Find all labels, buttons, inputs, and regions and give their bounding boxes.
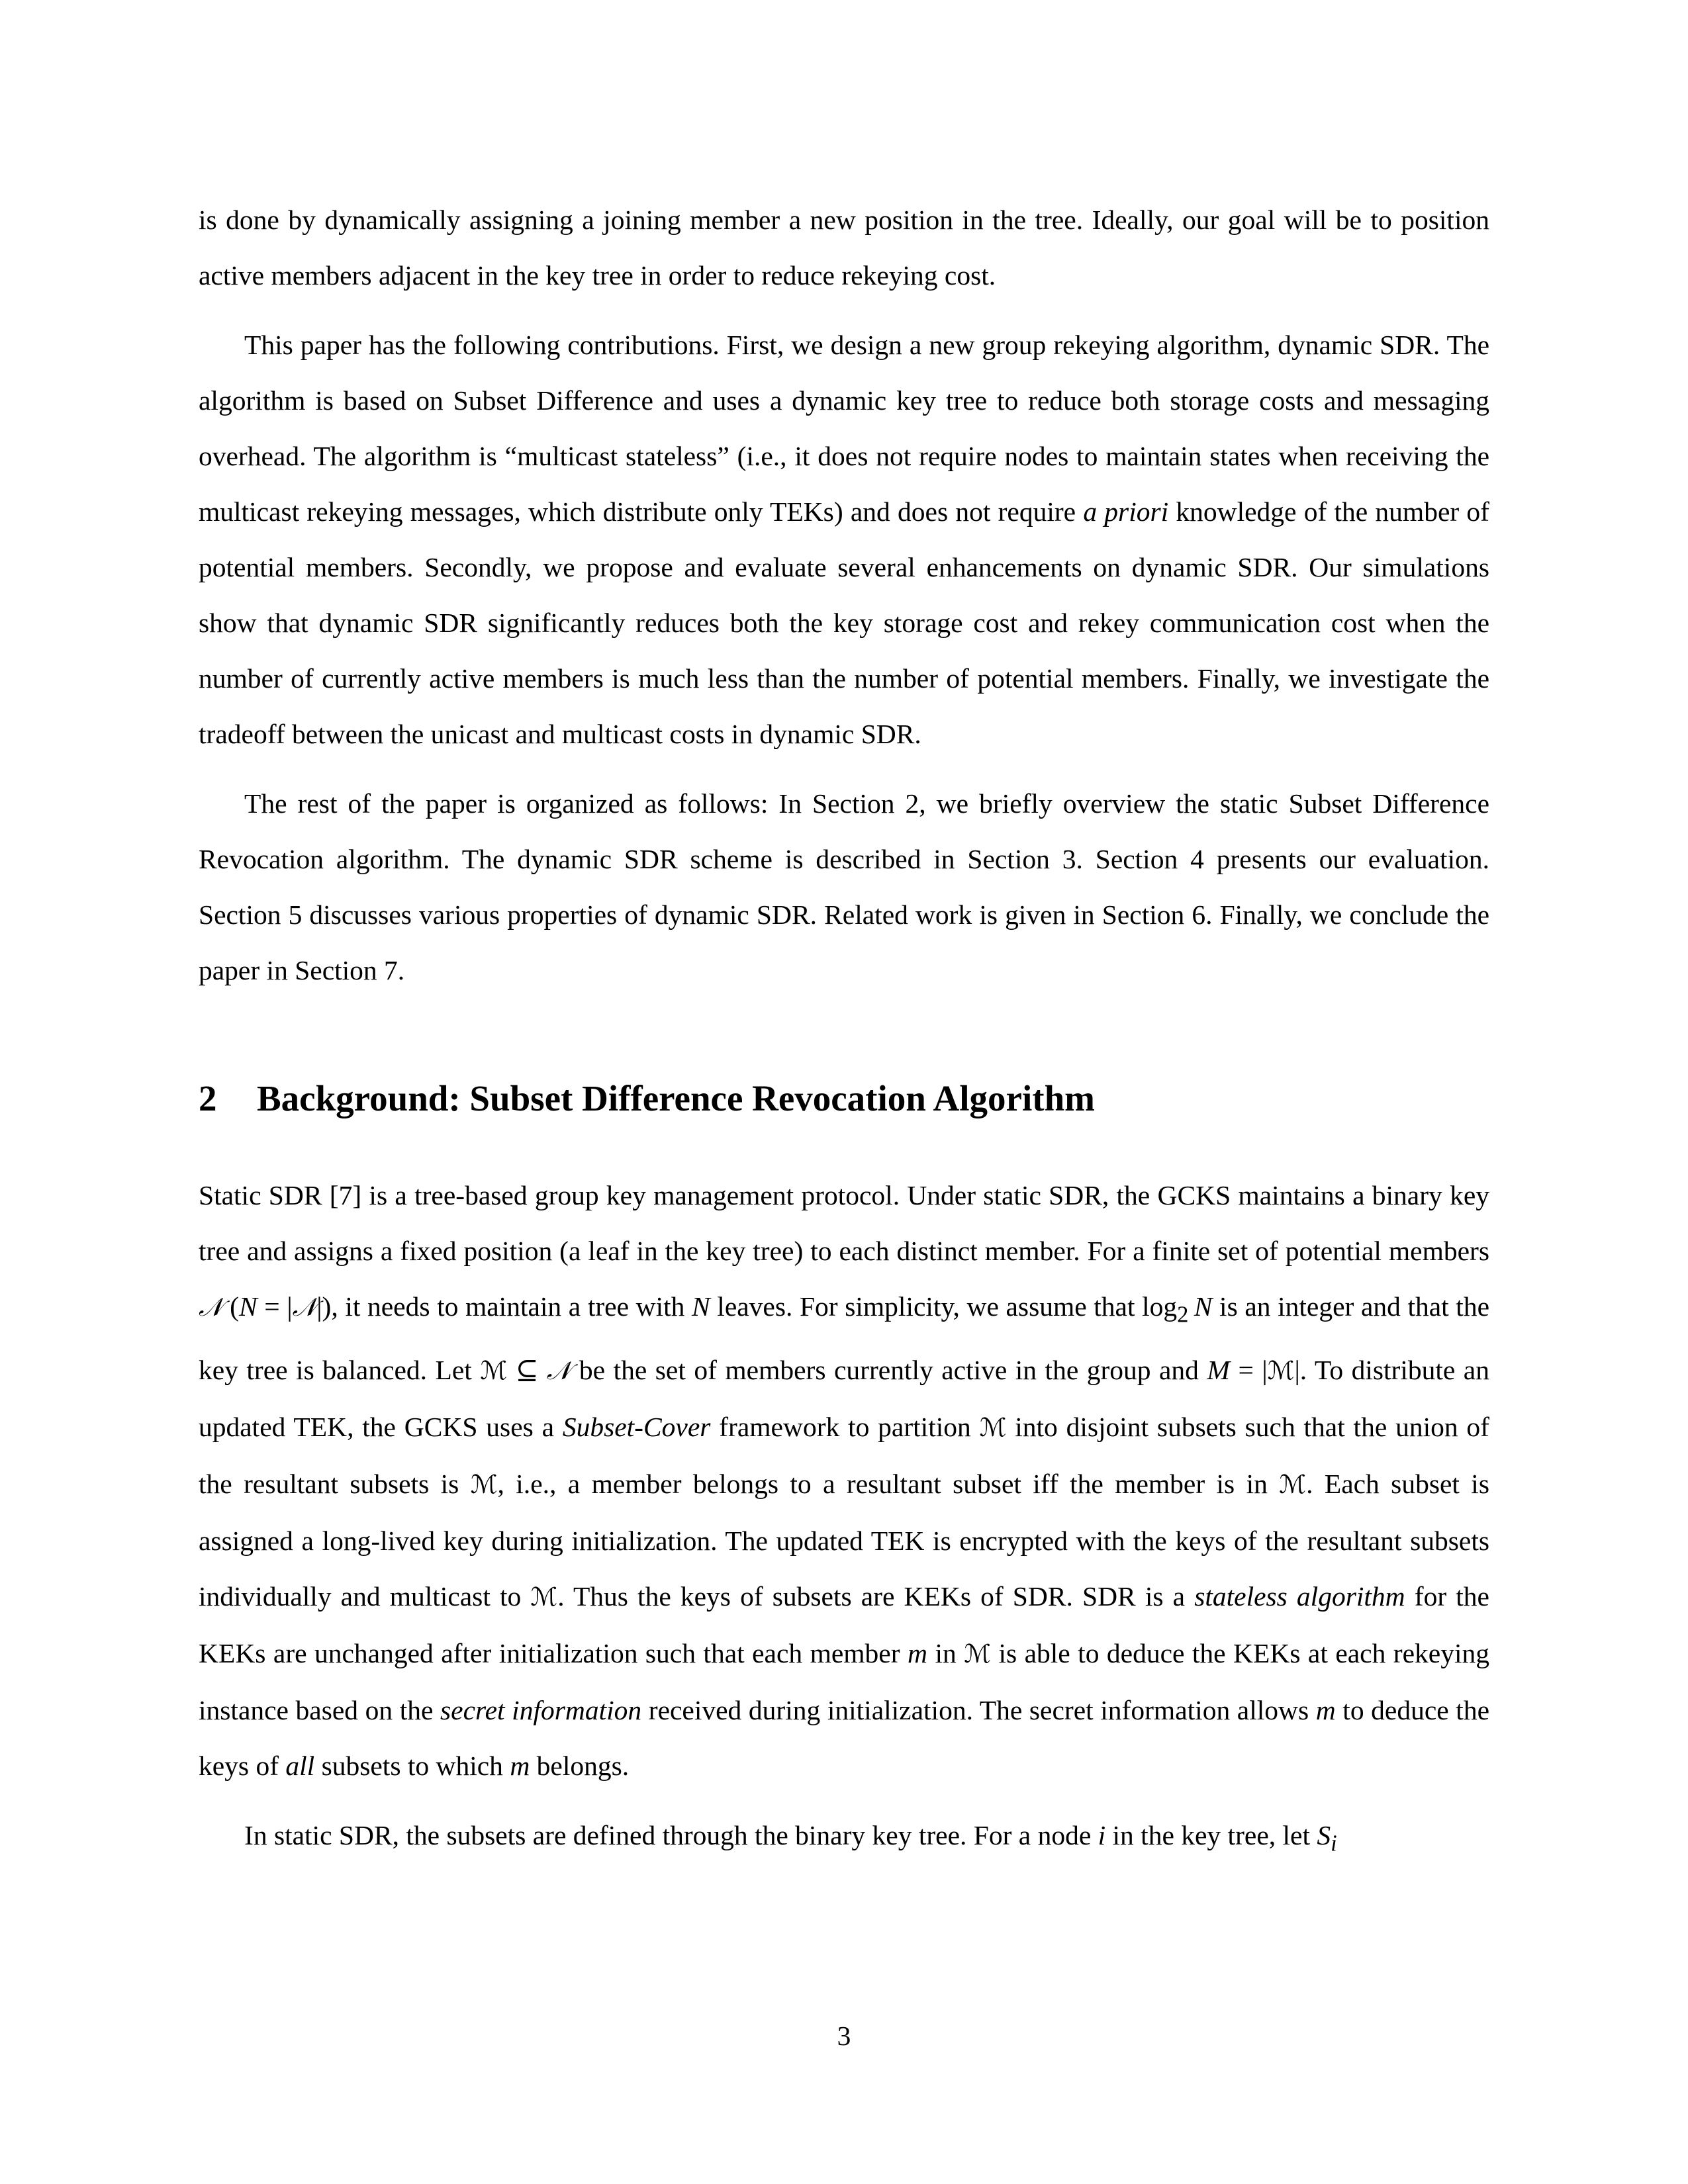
math-N: N xyxy=(692,1291,710,1322)
math-set-M: ℳ xyxy=(979,1414,1007,1443)
text-run: . Each subset is assigned a long-lived key during initialization. The updated TEK is encrypted with the keys of the resultant subsets individually and multicast to xyxy=(199,1469,1489,1612)
math-set-N: 𝒩 xyxy=(199,1293,223,1322)
text-run: is an integer and that the key tree is balanced. Let xyxy=(199,1291,1490,1386)
text-run: |. To distribute an updated TEK, the GCKS uses a xyxy=(199,1355,1489,1443)
math-subscript: i xyxy=(1331,1831,1337,1856)
text-run: This paper has the following contributions. First, we design a new group rekeying algorithm, dynamic SDR. The algorithm is based on Subset Difference and uses a dynamic key tree to reduce both storage costs and messaging overhead. The algorithm is “multicast stateless” (i.e., it does not require nodes to maintain states when receiving the multicast rekeying messages, which distribute only TEKs) and does not require xyxy=(199,330,1489,527)
section-heading xyxy=(199,1075,1489,1122)
math-N: N xyxy=(239,1291,258,1322)
page-number: 3 xyxy=(837,2021,851,2051)
text-run: to deduce the keys of xyxy=(199,1695,1489,1782)
math-set-M: ℳ xyxy=(530,1583,558,1613)
text-run: for the KEKs are unchanged after initialization such that each member xyxy=(199,1581,1489,1669)
text-run: be the set of members currently active in the group and xyxy=(571,1355,1207,1386)
math-set-M: ℳ xyxy=(1279,1471,1307,1500)
math-N: N xyxy=(1194,1291,1213,1322)
paragraph-1: is done by dynamically assigning a joining member a new position in the tree. Ideally, our goal will be to position active members adjacent in the key tree in order to reduce rekeying cost. xyxy=(199,205,1489,291)
math-subscript: 2 xyxy=(1177,1302,1189,1328)
math-m: m xyxy=(908,1638,927,1669)
text-run: . Thus the keys of subsets are KEKs of SDR. SDR is a xyxy=(557,1581,1195,1612)
math-set-M: ℳ xyxy=(1267,1357,1295,1387)
paragraph-organization: The rest of the paper is organized as follows: In Section 2, we briefly overview the static Subset Difference Revocation algorithm. The dynamic SDR scheme is described in Section 3. Section 4 presents our evaluation. Section 5 discusses various properties of dynamic SDR. Related work is given in Section 6. Finally, we conclude the paper in Section 7. xyxy=(199,788,1489,985)
text-run: |), it needs to maintain a tree with xyxy=(316,1291,692,1322)
emphasis-all: all xyxy=(285,1751,315,1782)
text-run: = | xyxy=(257,1291,293,1322)
text-run: , i.e., a member belongs to a resultant subset iff the member is in xyxy=(497,1469,1280,1500)
math-m: m xyxy=(510,1751,530,1782)
text-run: into disjoint subsets such that the union of the resultant subsets is xyxy=(199,1412,1489,1500)
paragraph-subsets xyxy=(199,1807,1489,1871)
math-set-M: ℳ xyxy=(470,1471,498,1500)
math-M: M xyxy=(1207,1355,1230,1386)
emphasis-stateless-algorithm: stateless algorithm xyxy=(1194,1581,1405,1612)
paper-page xyxy=(199,192,1489,1872)
emphasis-a-priori: a priori xyxy=(1083,496,1169,527)
math-set-N: 𝒩 xyxy=(546,1357,571,1387)
section-title: Background: Subset Difference Revocation Algorithm xyxy=(257,1078,1095,1118)
math-subseteq: ⊆ xyxy=(507,1355,547,1386)
text-run: is able to deduce the KEKs at each rekeying instance based on the xyxy=(199,1638,1489,1726)
math-m: m xyxy=(1315,1695,1336,1726)
emphasis-subset-cover: Subset-Cover xyxy=(562,1412,711,1443)
text-run: framework to partition xyxy=(710,1412,980,1443)
math-log: log xyxy=(1142,1291,1178,1322)
text-run: leaves. For simplicity, we assume that xyxy=(710,1291,1143,1322)
math-S: S xyxy=(1317,1820,1331,1851)
section-number: 2 xyxy=(199,1078,217,1118)
text-run: In static SDR, the subsets are defined through the binary key tree. For a node xyxy=(244,1820,1098,1851)
text-run: Static SDR [7] is a tree-based group key management protocol. Under static SDR, the GCKS maintains a binary key tree and assigns a fixed position (a leaf in the key tree) to each distinct member. For a finite set of potential members xyxy=(199,1180,1489,1266)
math-set-N: 𝒩 xyxy=(292,1293,317,1322)
math-i: i xyxy=(1098,1820,1106,1851)
paragraph-static-sdr xyxy=(199,1167,1489,1794)
math-set-M: ℳ xyxy=(480,1357,508,1387)
emphasis-secret-information: secret information xyxy=(440,1695,642,1726)
text-run: belongs. xyxy=(530,1751,630,1782)
text-run: = | xyxy=(1229,1355,1268,1386)
text-run: subsets to which xyxy=(314,1751,510,1782)
paragraph-contributions xyxy=(199,317,1489,762)
text-run: received during initialization. The secret information allows xyxy=(641,1695,1316,1726)
text-run: ( xyxy=(222,1291,240,1322)
text-run: in xyxy=(927,1638,964,1669)
text-run: knowledge of the number of potential members. Secondly, we propose and evaluate several enhancements on dynamic SDR. Our simulations show that dynamic SDR significantly reduces both the key storage cost and rekey communication cost when the number of currently active members is much less than the number of potential members. Finally, we investigate the tradeoff between the unicast and multicast costs in dynamic SDR. xyxy=(199,496,1489,749)
math-set-M: ℳ xyxy=(964,1640,992,1670)
text-run: in the key tree, let xyxy=(1105,1820,1317,1851)
